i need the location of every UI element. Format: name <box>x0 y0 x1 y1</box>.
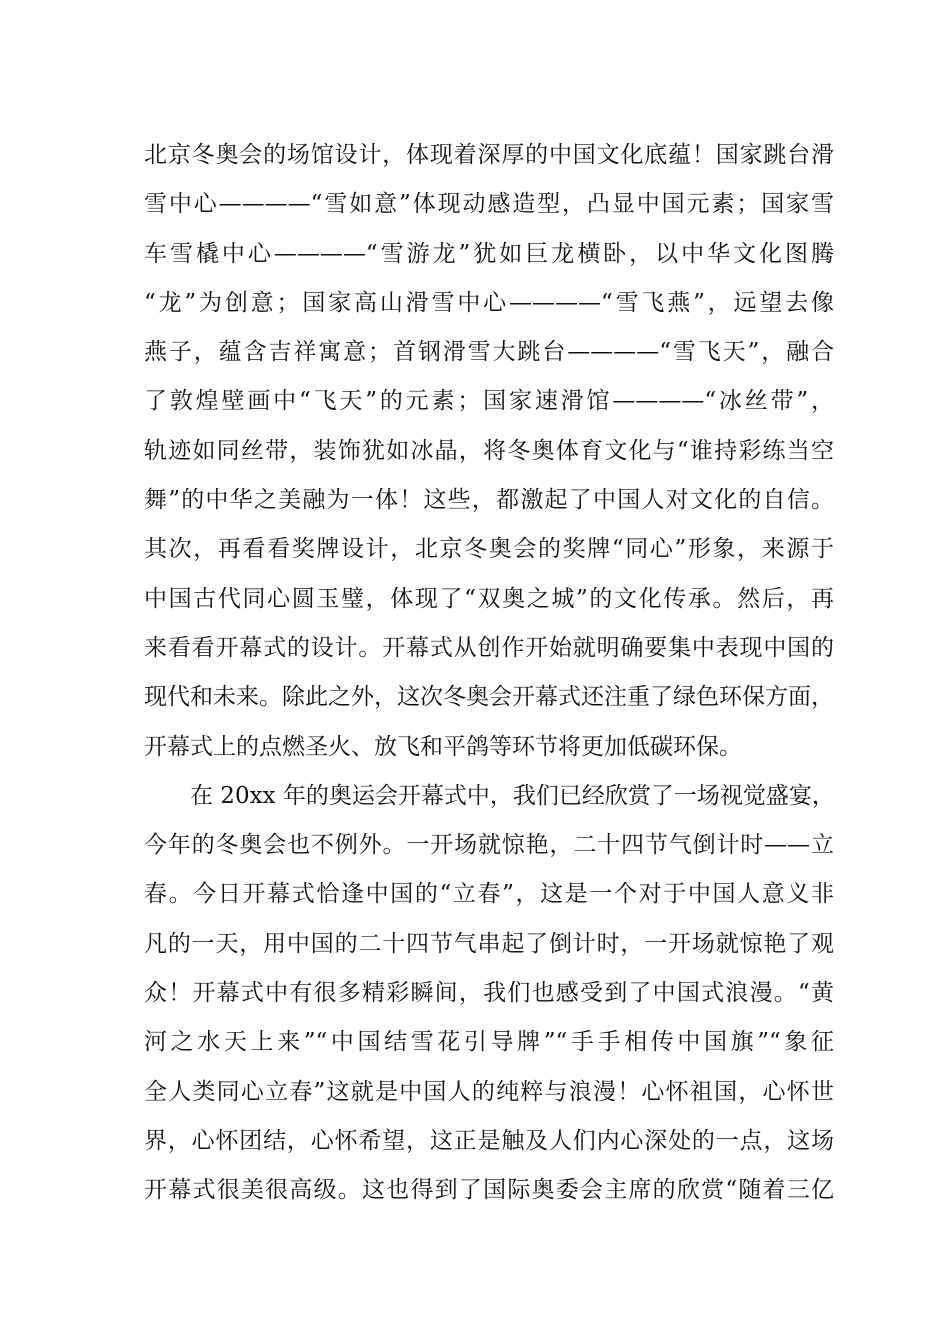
text-line: 全人类同心立春”这就是中国人的纯粹与浪漫！心怀祖国，心怀世 <box>144 1078 834 1105</box>
text-line: 河之水天上来”“中国结雪花引导牌”“手手相传中国旗”“象征 <box>144 1029 834 1056</box>
text-line: 来看看开幕式的设计。开幕式从创作开始就明确要集中表现中国的 <box>144 634 834 661</box>
text-line: “龙”为创意；国家高山滑雪中心————“雪飞燕”，远望去像 <box>144 289 834 316</box>
text-line: 现代和未来。除此之外，这次冬奥会开幕式还注重了绿色环保方面， <box>144 684 834 711</box>
text-line: 春。今日开幕式恰逢中国的“立春”，这是一个对于中国人意义非 <box>144 881 834 908</box>
text-line: 在 20xx 年的奥运会开幕式中，我们已经欣赏了一场视觉盛宴， <box>190 782 835 809</box>
text-line: 中国古代同心圆玉璧，体现了“双奥之城”的文化传承。然后，再 <box>144 585 834 612</box>
text-line: 开幕式上的点燃圣火、放飞和平鸽等环节将更加低碳环保。 <box>144 733 742 760</box>
text-line: 今年的冬奥会也不例外。一开场就惊艳，二十四节气倒计时——立 <box>144 832 834 859</box>
text-line: 北京冬奥会的场馆设计，体现着深厚的中国文化底蕴！国家跳台滑 <box>144 142 834 168</box>
text-line: 舞”的中华之美融为一体！这些，都激起了中国人对文化的自信。 <box>144 487 834 514</box>
text-line: 雪中心————“雪如意”体现动感造型，凸显中国元素；国家雪 <box>144 191 834 218</box>
text-line: 众！开幕式中有很多精彩瞬间，我们也感受到了中国式浪漫。“黄 <box>144 980 834 1007</box>
text-line: 燕子，蕴含吉祥寓意；首钢滑雪大跳台————“雪飞天”，融合 <box>144 339 834 366</box>
text-line: 界，心怀团结，心怀希望，这正是触及人们内心深处的一点，这场 <box>144 1127 834 1154</box>
text-line: 开幕式很美很高级。这也得到了国际奥委会主席的欣赏“随着三亿 <box>144 1177 834 1204</box>
body-text <box>144 131 834 1216</box>
text-line: 凡的一天，用中国的二十四节气串起了倒计时，一开场就惊艳了观 <box>144 930 834 957</box>
text-line: 其次，再看看奖牌设计，北京冬奥会的奖牌“同心”形象，来源于 <box>144 536 834 563</box>
text-line: 车雪橇中心————“雪游龙”犹如巨龙横卧，以中华文化图腾 <box>144 240 834 267</box>
text-line: 了敦煌壁画中“飞天”的元素；国家速滑馆————“冰丝带”， <box>144 388 834 415</box>
text-line: 轨迹如同丝带，装饰犹如冰晶，将冬奥体育文化与“谁持彩练当空 <box>144 437 834 464</box>
